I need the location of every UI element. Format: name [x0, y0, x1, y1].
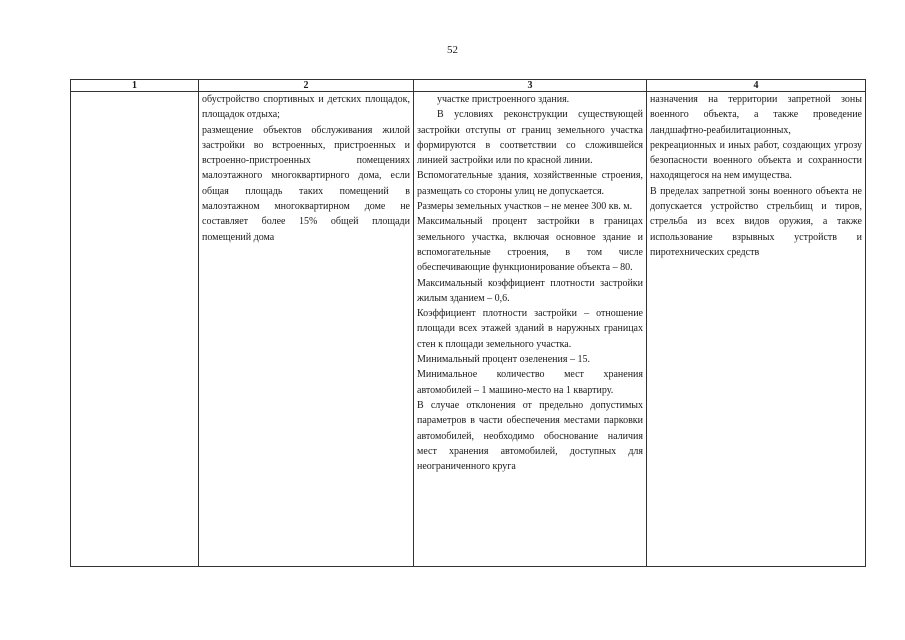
cell-col-2 [199, 92, 414, 567]
cell-col-3 [414, 92, 647, 567]
header-col-2: 2 [199, 80, 414, 92]
cell-col-1 [71, 92, 199, 567]
paragraph: В пределах запретной зоны военного объекта не допускается устройство стрельбищ и тиров, стрельба из всех видов оружия, а также использование взрывных устройств и пиротехнических средств [650, 185, 862, 258]
paragraph: Минимальное количество мест хранения автомобилей – 1 машино-место на 1 квартиру. [417, 369, 643, 396]
paragraph: назначения на территории запретной зоны военного объекта, а также проведение ландшафтно-реабилитационных, [650, 94, 862, 136]
header-col-4: 4 [647, 80, 866, 92]
paragraph: Вспомогательные здания, хозяйственные строения, размещать со стороны улиц не допускается. [417, 170, 643, 197]
cell-col-4 [647, 92, 866, 567]
paragraph: обустройство спортивных и детских площадок, площадок отдыха; [202, 94, 410, 121]
regulations-table [70, 79, 866, 567]
header-row [71, 80, 866, 92]
paragraph: рекреационных и иных работ, создающих угрозу безопасности военного объекта и сохранности находящегося на нем имущества. [650, 139, 862, 182]
header-col-1: 1 [71, 80, 199, 92]
paragraph: В условиях реконструкции существующей застройки отступы от границ земельного участка формируются в соответствии со сложившейся линией застройки или по красной линии. [417, 109, 643, 167]
paragraph: В случае отклонения от предельно допустимых параметров в части обеспечения местами парковки автомобилей, необходимо обоснование наличия мест хранения автомобилей, доступных для неограниченного круга [417, 399, 643, 473]
paragraph: размещение объектов обслуживания жилой застройки во встроенных, пристроенных и встроенно-пристроенных помещениях малоэтажного многоквартирного дома, если общая площадь таких помещений в малоэтажном многоквартирном доме не составляет более 15% общей площади помещений дома [202, 124, 410, 243]
table-row [71, 92, 866, 567]
header-col-3: 3 [414, 80, 647, 92]
paragraph: Минимальный процент озеленения – 15. [417, 354, 590, 366]
paragraph: участке пристроенного здания. [437, 94, 570, 105]
page-number: 52 [447, 44, 458, 56]
paragraph: Максимальный процент застройки в границах земельного участка, включая основное здание и вспомогательные строения, в том числе обеспечивающие функционирование объекта – 80. [417, 216, 643, 274]
paragraph: Максимальный коэффициент плотности застройки жилым зданием – 0,6. [417, 277, 643, 304]
paragraph: Коэффициент плотности застройки – отношение площади всех этажей зданий в наружных границах стен к площади земельного участка. [417, 308, 643, 350]
paragraph: Размеры земельных участков – не менее 300 кв. м. [417, 201, 633, 213]
